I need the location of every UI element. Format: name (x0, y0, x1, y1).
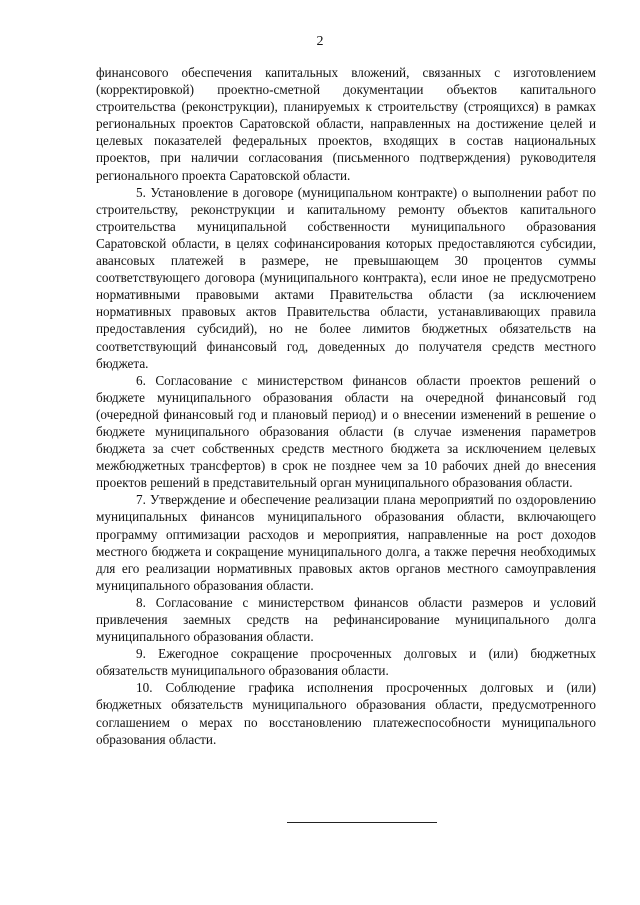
paragraph-item-6: 6. Согласование с министерством финансов области проектов решений о бюджете муниципального образования области на очередной финансовый год (очередной финансовый год и плановый период) и о внесении изменений в решение о бюджете муниципального образования области (в случае изменения параметров бюджета за счет собственных средств местного бюджета за исключением целевых межбюджетных трансфертов) в срок не позднее чем за 10 рабочих дней до внесения проектов решений в представительный орган муниципального образования области. (96, 372, 596, 491)
paragraph-item-5: 5. Установление в договоре (муниципальном контракте) о выполнении работ по строительству, реконструкции и капитальному ремонту объектов капитального строительства муниципальной собственности муниципального образования Саратовской области, в целях софинансирования которых предоставляются субсидии, авансовых платежей в размере, не превышающем 30 процентов суммы соответствующего договора (муниципального контракта), если иное не предусмотрено нормативными правовыми актами Правительства области (за исключением нормативных правовых актов Правительства области, устанавливающих правила предоставления субсидий), но не более лимитов бюджетных обязательств на соответствующий финансовый год, доведенных до получателя средств местного бюджета. (96, 184, 596, 371)
page-number: 2 (316, 34, 324, 49)
paragraph-item-9: 9. Ежегодное сокращение просроченных долговых и (или) бюджетных обязательств муниципального образования области. (96, 646, 596, 679)
closing-rule-line (287, 822, 437, 823)
paragraph-item-7: 7. Утверждение и обеспечение реализации плана мероприятий по оздоровлению муниципальных финансов муниципального образования области, включающего программу оптимизации расходов и мероприятия, направленные на рост доходов местного бюджета и сокращение муниципального долга, а также перечня необходимых для его реализации нормативных правовых актов органов местного самоуправления муниципального образования области. (96, 492, 596, 593)
document-body (96, 64, 596, 748)
paragraph-item-8: 8. Согласование с министерством финансов области размеров и условий привлечения заемных средств на рефинансирование муниципального долга муниципального образования области. (96, 594, 596, 645)
paragraph-item-10: 10. Соблюдение графика исполнения просроченных долговых и (или) бюджетных обязательств муниципального образования области, предусмотренного соглашением о мерах по восстановлению платежеспособности муниципального образования области. (96, 680, 596, 747)
paragraph-continuation: финансового обеспечения капитальных вложений, связанных с изготовлением (корректировкой) проектно-сметной документации объектов капитального строительства (реконструкции), планируемых к строительству (строящихся) в рамках региональных проектов Саратовской области, направленных на достижение целей и целевых показателей федеральных проектов, входящих в состав национальных проектов, при наличии согласования (письменного подтверждения) руководителя регионального проекта Саратовской области. (96, 65, 596, 183)
